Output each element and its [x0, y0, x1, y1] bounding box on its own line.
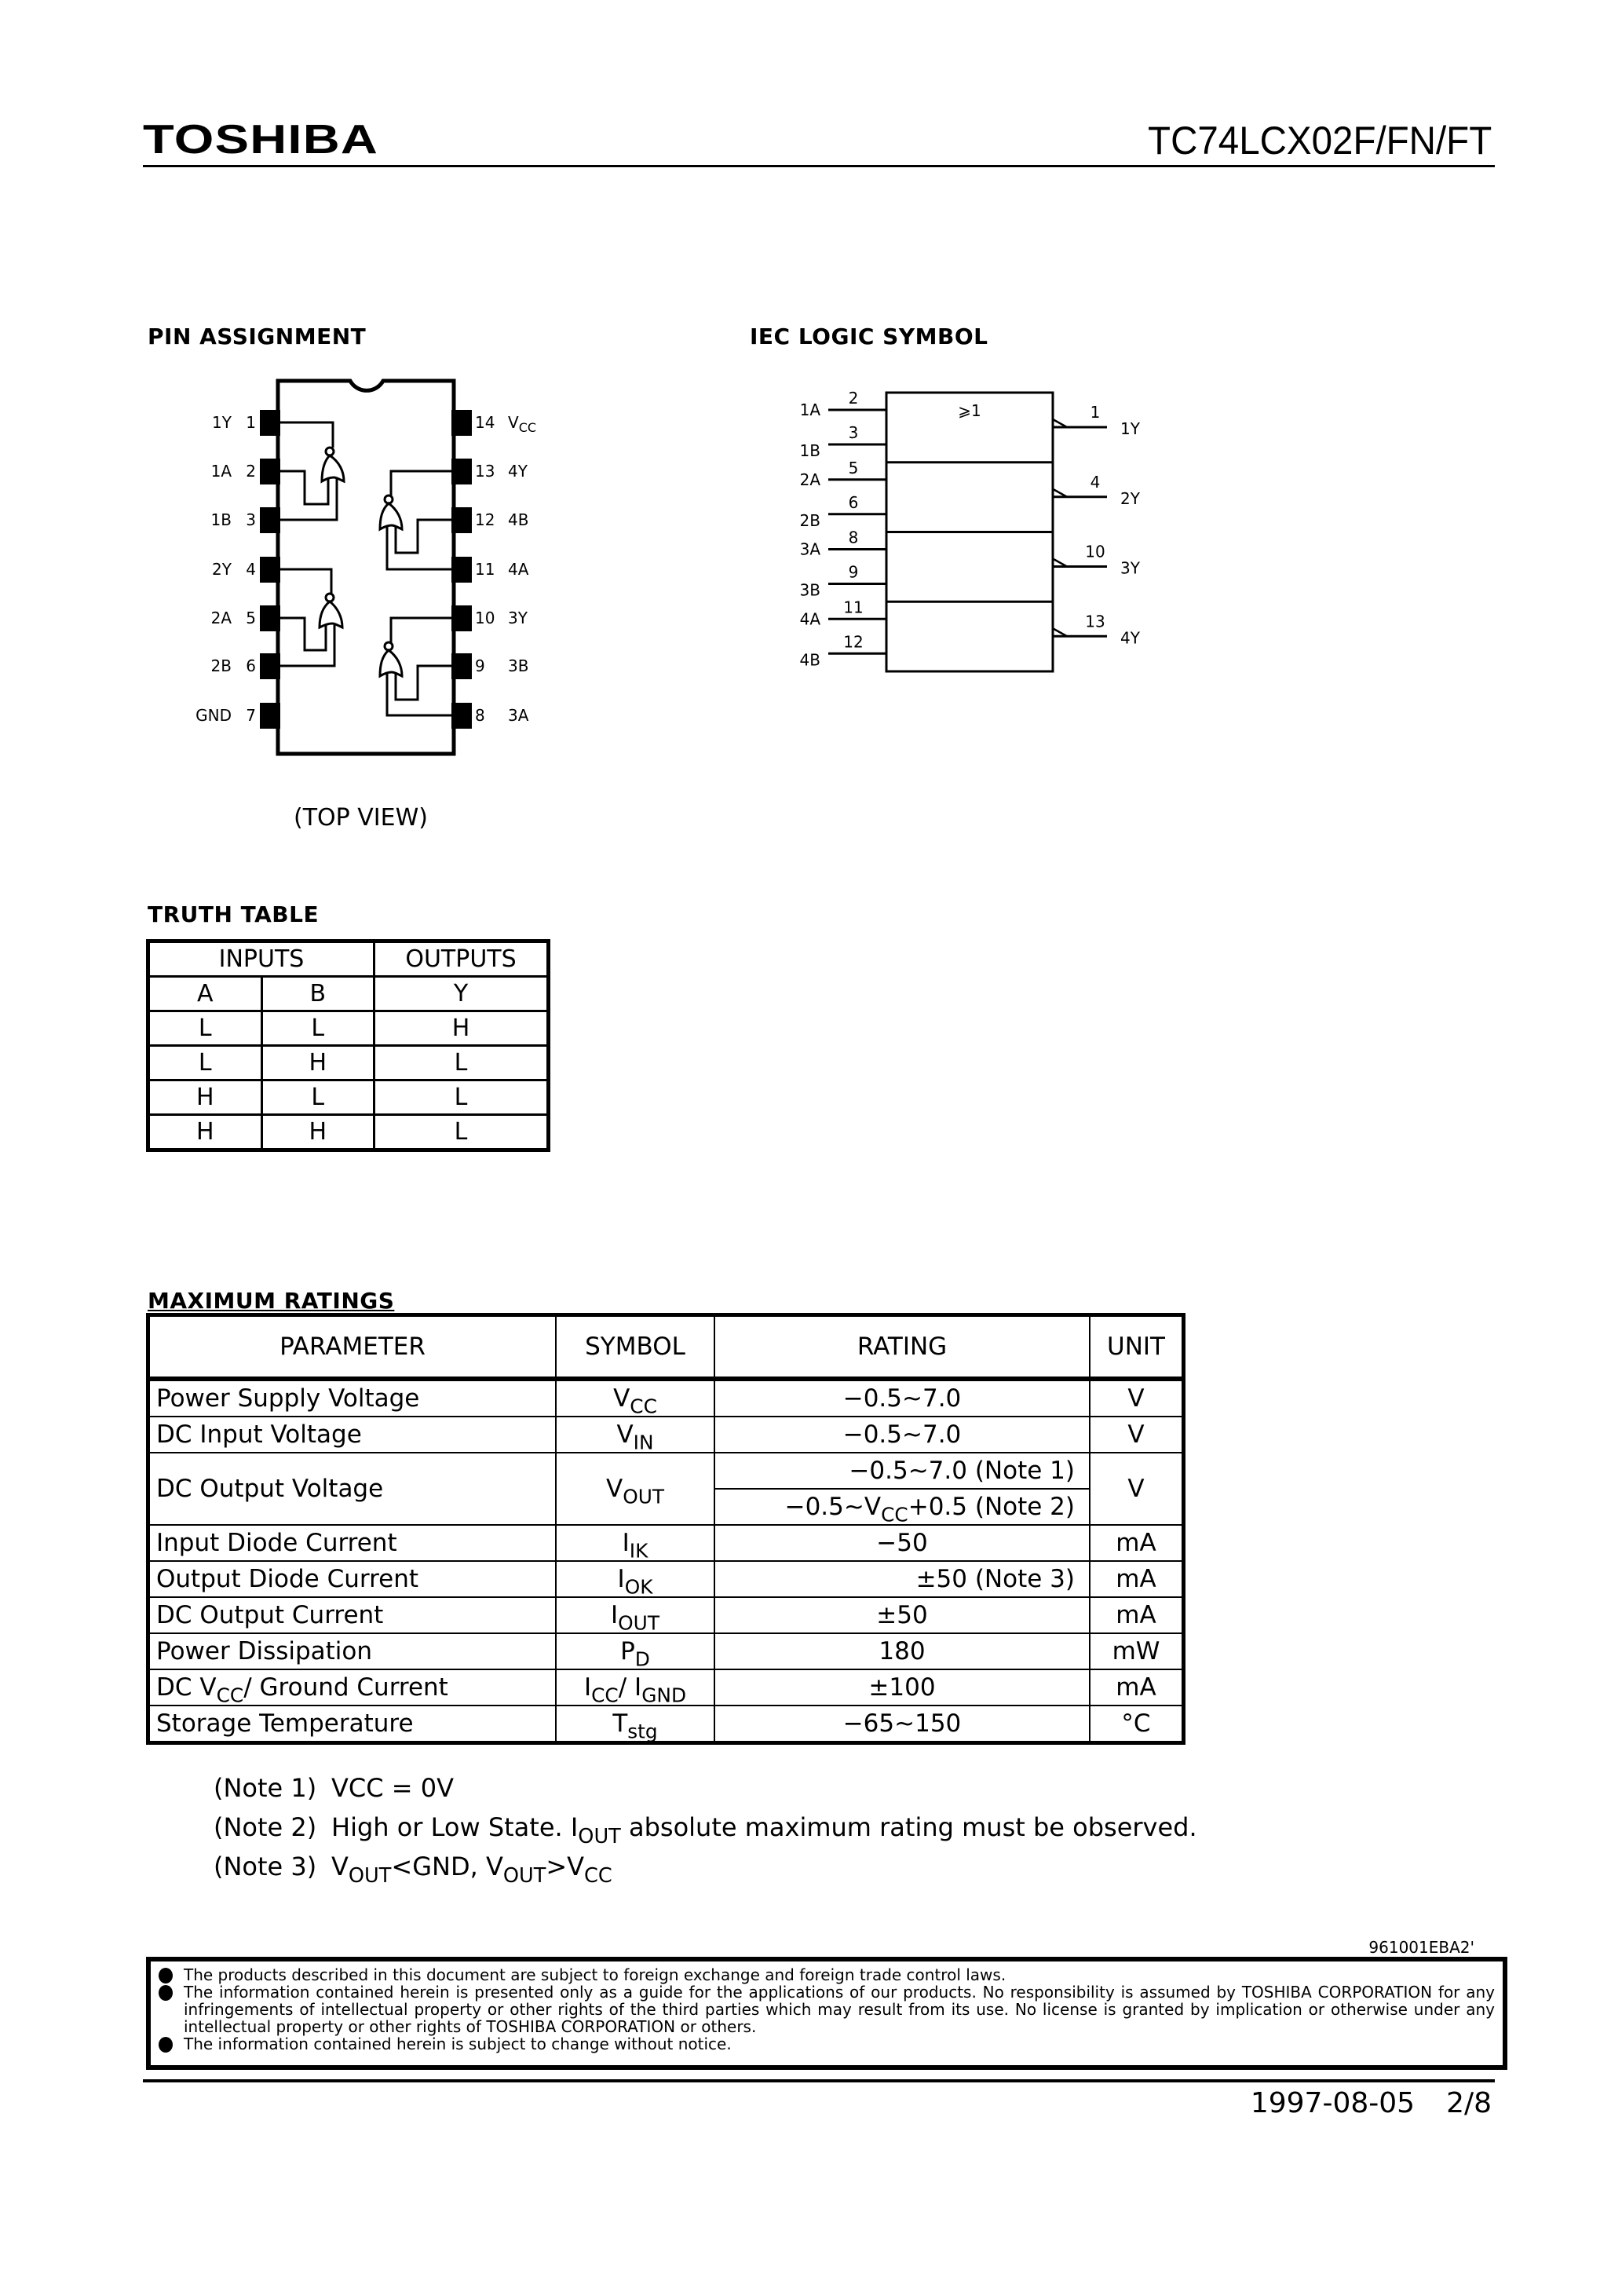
column-a: A: [148, 977, 262, 1011]
cell: H: [261, 1046, 374, 1080]
input-label: 2A: [799, 470, 820, 489]
ic-package-outline: [278, 381, 454, 754]
nor-gate-2: [280, 569, 342, 666]
table-header-row: [148, 1315, 1184, 1380]
pin-number: 5: [246, 609, 256, 627]
pin-number: 8: [475, 706, 485, 725]
unit: V: [1090, 1417, 1184, 1453]
pin-assignment-diagram: [157, 369, 565, 840]
pin-name: 3A: [508, 706, 529, 725]
truth-table-title: TRUTH TABLE: [148, 901, 320, 927]
footer: [1251, 2087, 1492, 2119]
pin-2: [260, 459, 280, 484]
truth-table: [146, 939, 550, 1152]
table-row: [148, 1046, 549, 1080]
nor-gate-4: [380, 471, 451, 569]
table-row: [148, 1115, 549, 1150]
footer-page: 2/8: [1446, 2087, 1492, 2119]
table-row: [148, 1379, 1184, 1417]
table-row: [148, 1561, 1184, 1597]
right-pins: [451, 410, 536, 729]
parameter: DC $V_{CC}/$ Ground Current: [148, 1669, 557, 1706]
pin-number: 2: [246, 462, 256, 481]
input-label: 4A: [799, 609, 820, 629]
column-b: B: [261, 977, 374, 1011]
pin-assignment-title: PIN ASSIGNMENT: [148, 324, 367, 349]
pin-name: 4Y: [508, 462, 528, 481]
nor-gate-3: [380, 618, 451, 715]
pin-name: 2B: [210, 656, 232, 675]
table-row: [148, 1597, 1184, 1633]
cell: L: [148, 1046, 262, 1080]
pin-number: 12: [843, 632, 864, 652]
pin-number: 9: [848, 562, 859, 582]
nor-gate-1: [280, 422, 344, 520]
pin-name: $V_{CC}$: [508, 413, 537, 435]
iec-gate-4: [800, 598, 1141, 669]
iec-logic-symbol-title: IEC LOGIC SYMBOL: [750, 324, 988, 349]
pin-name: 4B: [508, 510, 529, 529]
iec-function-label: ⩾1: [958, 401, 981, 420]
footer-date: 1997-08-05: [1250, 2087, 1416, 2119]
table-row: [148, 1011, 549, 1046]
rating: ±100: [714, 1669, 1090, 1706]
outputs-header: OUTPUTS: [374, 941, 549, 977]
pin-8: [451, 703, 472, 729]
unit: mA: [1090, 1597, 1184, 1633]
header-rule: [143, 165, 1495, 167]
pin-number: 11: [475, 560, 495, 579]
pin-number: 8: [848, 528, 859, 547]
pin-number: 10: [475, 609, 495, 627]
parameter: Input Diode Current: [148, 1525, 557, 1561]
top-view-label: (TOP VIEW): [294, 804, 428, 832]
maximum-ratings-title: MAXIMUM RATINGS: [148, 1288, 395, 1314]
pin-number: 1: [246, 413, 256, 432]
bullet-icon: [159, 1968, 173, 1983]
footer-rule: [143, 2079, 1495, 2082]
cell: L: [261, 1080, 374, 1115]
iec-gate-1: [800, 389, 1141, 460]
pin-13: [451, 459, 472, 484]
rating-2: $-0.5\sim V_{CC}+0.5$ (Note 2): [714, 1489, 1090, 1525]
rating: −0.5~7.0 (Note 1): [714, 1453, 1090, 1489]
symbol: $I_{OK}$: [556, 1561, 714, 1597]
input-label: 1B: [799, 441, 820, 460]
symbol: $V_{OUT}$: [556, 1453, 714, 1525]
table-row: [148, 1525, 1184, 1561]
truth-table-group-header: [148, 941, 549, 977]
symbol: $I_{OUT}$: [556, 1597, 714, 1633]
unit: V: [1090, 1453, 1184, 1525]
cell: L: [148, 1011, 262, 1046]
table-row: [148, 1417, 1184, 1453]
pin-number: 13: [475, 462, 495, 481]
part-number: TC74LCX02F/FN/FT: [1147, 119, 1492, 163]
pin-6: [260, 653, 280, 679]
pin-number: 6: [848, 492, 859, 512]
disclaimer-box: [146, 1957, 1507, 2070]
pin-name: 2A: [210, 609, 232, 627]
left-pins: [195, 410, 280, 729]
input-label: 2B: [799, 510, 820, 530]
brand-logo: TOSHIBA: [143, 117, 379, 163]
pin-name: 2Y: [212, 560, 232, 579]
unit: mA: [1090, 1525, 1184, 1561]
unit: mA: [1090, 1669, 1184, 1706]
pin-number: 2: [848, 389, 859, 408]
parameter: Storage Temperature: [148, 1706, 557, 1743]
document-code: 961001EBA2': [1368, 1938, 1474, 1957]
iec-gate-2: [800, 459, 1141, 530]
parameter: DC Output Voltage: [148, 1453, 557, 1525]
note-3: (Note 3) $V_{OUT}<GND$, $V_{OUT}>V_{CC}$: [214, 1852, 612, 1888]
cell: H: [148, 1115, 262, 1150]
pin-number: 4: [1090, 472, 1101, 492]
parameter: DC Input Voltage: [148, 1417, 557, 1453]
pin-name: 4A: [508, 560, 529, 579]
pin-number: 5: [848, 458, 859, 477]
rating: 180: [714, 1633, 1090, 1669]
symbol: $V_{CC}$: [556, 1379, 714, 1417]
cell: H: [374, 1011, 549, 1046]
note-1: (Note 1) VCC = 0V: [214, 1773, 454, 1803]
symbol: $I_{CC}/$ $I_{GND}$: [556, 1669, 714, 1706]
table-row: [148, 1669, 1184, 1706]
pin-14: [451, 410, 472, 436]
pin-name: 1Y: [212, 413, 232, 432]
pin-number: 1: [1090, 403, 1101, 422]
output-label: 4Y: [1120, 628, 1140, 648]
cell: L: [374, 1046, 549, 1080]
table-row: [148, 1453, 1184, 1489]
pin-number: 9: [475, 656, 485, 675]
output-label: 1Y: [1120, 419, 1140, 438]
parameter: Output Diode Current: [148, 1561, 557, 1597]
symbol: $I_{IK}$: [556, 1525, 714, 1561]
rating: −0.5~7.0: [714, 1379, 1090, 1417]
pin-number: 3: [246, 510, 256, 529]
header-symbol: SYMBOL: [556, 1315, 714, 1380]
unit: mW: [1090, 1633, 1184, 1669]
table-row: [148, 1706, 1184, 1743]
bullet-icon: [159, 2037, 173, 2053]
pin-10: [451, 605, 472, 631]
header-rating: RATING: [714, 1315, 1090, 1380]
table-row: [148, 1080, 549, 1115]
maximum-ratings-table: [146, 1313, 1185, 1745]
pin-3: [260, 507, 280, 533]
output-label: 2Y: [1120, 488, 1140, 508]
input-label: 4B: [799, 650, 820, 670]
input-label: 1A: [799, 400, 820, 419]
pin-number: 3: [848, 423, 859, 442]
pin-4: [260, 557, 280, 583]
cell: L: [374, 1080, 549, 1115]
symbol: $T_{stg}$: [556, 1706, 714, 1743]
input-label: 3A: [799, 539, 820, 559]
parameter: DC Output Current: [148, 1597, 557, 1633]
rating: −65~150: [714, 1706, 1090, 1743]
pin-number: 4: [246, 560, 256, 579]
iec-gate-3: [800, 528, 1141, 600]
cell: H: [261, 1115, 374, 1150]
pin-name: 1A: [210, 462, 232, 481]
iec-logic-symbol-diagram: [773, 377, 1197, 691]
pin-number: 7: [246, 706, 256, 725]
pin-name: 3Y: [508, 609, 528, 627]
cell: H: [148, 1080, 262, 1115]
header-parameter: PARAMETER: [148, 1315, 557, 1380]
pin-name: 1B: [210, 510, 232, 529]
rating: −0.5~7.0: [714, 1417, 1090, 1453]
cell: L: [374, 1115, 549, 1150]
rating: −50: [714, 1525, 1090, 1561]
pin-name: GND: [195, 706, 232, 725]
symbol: $V_{IN}$: [556, 1417, 714, 1453]
rating: ±50: [714, 1597, 1090, 1633]
unit: mA: [1090, 1561, 1184, 1597]
pin-12: [451, 507, 472, 533]
unit: °C: [1090, 1706, 1184, 1743]
note-2: (Note 2) High or Low State. $I_{OUT}$ absolute maximum rating must be observed.: [214, 1812, 1197, 1848]
unit: V: [1090, 1379, 1184, 1417]
pin-number: 12: [475, 510, 495, 529]
pin-1: [260, 410, 280, 436]
pin-number: 13: [1085, 612, 1105, 631]
pin-9: [451, 653, 472, 679]
pin-11: [451, 557, 472, 583]
truth-table-column-header: [148, 977, 549, 1011]
output-label: 3Y: [1120, 558, 1140, 578]
cell: L: [261, 1011, 374, 1046]
parameter: Power Supply Voltage: [148, 1379, 557, 1417]
pin-name: 3B: [508, 656, 529, 675]
symbol: $P_D$: [556, 1633, 714, 1669]
pin-number: 14: [475, 413, 495, 432]
pin-5: [260, 605, 280, 631]
disclaimer-item: The products described in this document are subject to foreign exchange and foreign trade control laws.: [159, 1966, 1495, 1983]
input-label: 3B: [799, 580, 820, 600]
inputs-header: INPUTS: [148, 941, 374, 977]
pin-number: 10: [1085, 542, 1105, 561]
disclaimer-item: The information contained herein is presented only as a guide for the applications of our products. No responsibility is assumed by TOSHIBA CORPORATION for any infringements of intellectual property or other rights of the third parties which may result from its use. No license is granted by implication or otherwise under any intellectual property or other rights of TOSHIBA CORPORATION or others.: [159, 1983, 1495, 2035]
parameter: Power Dissipation: [148, 1633, 557, 1669]
pin-7: [260, 703, 280, 729]
bullet-icon: [159, 1985, 173, 2001]
rating: ±50 (Note 3): [714, 1561, 1090, 1597]
pin-number: 11: [843, 598, 864, 617]
pin-number: 6: [246, 656, 256, 675]
header-unit: UNIT: [1090, 1315, 1184, 1380]
table-row: [148, 1633, 1184, 1669]
column-y: Y: [374, 977, 549, 1011]
disclaimer-item: The information contained herein is subject to change without notice.: [159, 2035, 1495, 2053]
